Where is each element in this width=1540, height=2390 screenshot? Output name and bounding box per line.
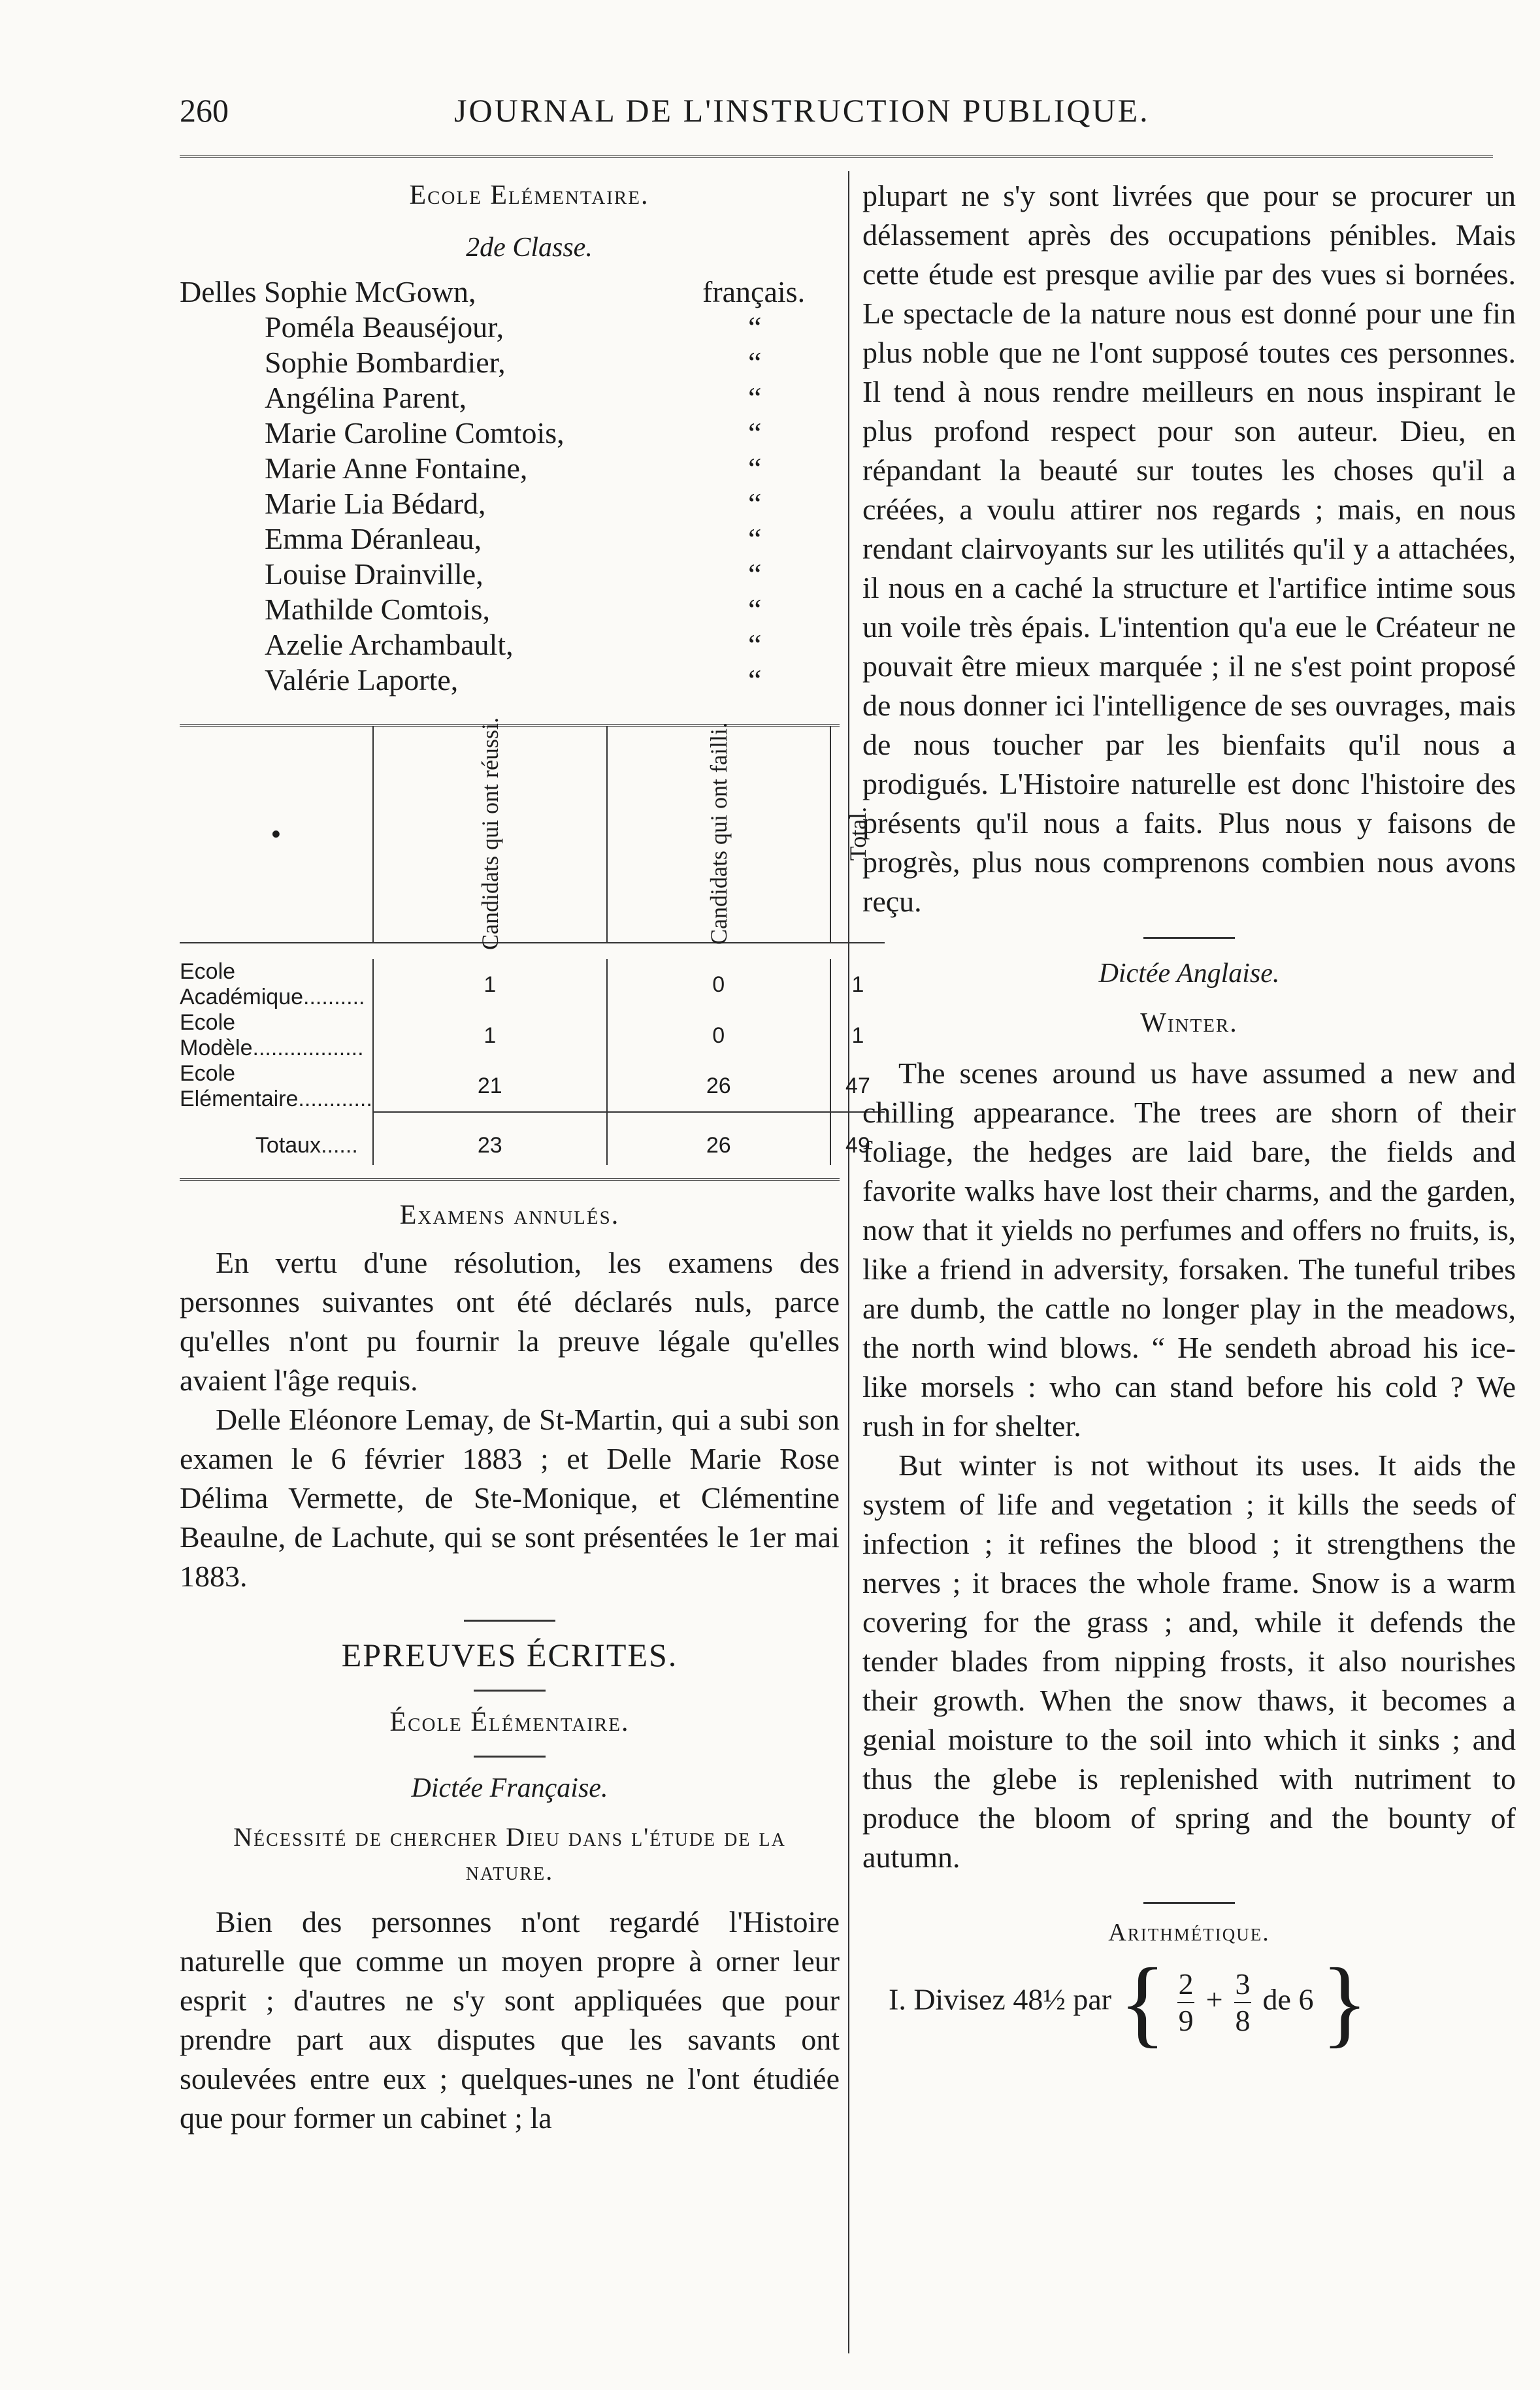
row-value: 26 xyxy=(607,1061,830,1112)
table-header-cell xyxy=(607,723,830,945)
student-row xyxy=(180,345,840,380)
french-dictee-continued: plupart ne s'y sont livrées que pour se procurer un délassement après des occupations pénibles. Mais cette étude est presque avilie par des vues si bornées. Le spectacle de la nature nous est donné pour une fin plus noble que ne l'ont supposé toutes ces personnes. Il tend à nous rendre meilleurs en nous inspirant le plus profond respect pour son auteur. Dieu, en répandant la beauté sur toutes les choses qu'il a créées, a voulu attirer nos regards ; mais, en nous rendant clairvoyants sur les utilités qu'il y a attachées, il nous en a caché la structure et l'artifice intime sous un voile très épais. L'intention qu'a eue le Créateur ne pouvait être mieux marquée ; il ne s'est point proposé de nous donner ici l'intelligence de ses ouvrages, mais de nous toucher par les bienfaits qu'il nous a prodigués. L'Histoire naturelle est donc l'histoire des présents qu'il nous a faits. Plus nous y faisons de progrès, plus nous comprenons combien nous avons reçu. xyxy=(862,179,1516,918)
fraction-numerator: 2 xyxy=(1178,1967,1194,2001)
student-row xyxy=(180,380,840,416)
table-total-row xyxy=(180,1126,885,1165)
table-rule-row xyxy=(180,943,885,959)
annulled-paragraph-2: Delle Eléonore Lemay, de St-Martin, qui a subi son examen le 6 février 1883 ; et Delle Marie Rose Délima Vermette, de Ste-Monique, et Clémentine Beaulne, de Lachute, qui se sont présentées le 1er mai 1883. xyxy=(180,1403,840,1593)
student-row xyxy=(180,557,840,592)
row-label: Ecole Académique.......... xyxy=(180,959,365,1009)
table-header-row xyxy=(180,727,885,943)
plus-sign: + xyxy=(1205,1982,1223,2016)
dictee-text: Bien des personnes n'ont regardé l'Histoire naturelle que comme un moyen propre à orner leur esprit ; d'autres ne s'y sont appliquées que pour prendre part aux disputes que les savants ont soulevées entre eux ; quelques-unes ne l'ont étudiée que pour former un cabinet ; la xyxy=(180,1905,840,2135)
column-divider xyxy=(848,171,849,2353)
header-failed: Candidats qui ont failli. xyxy=(705,723,732,945)
student-language: “ xyxy=(748,451,762,485)
fraction-denominator: 9 xyxy=(1178,2004,1194,2037)
problem-suffix: de 6 xyxy=(1262,1982,1314,2016)
row-value: 21 xyxy=(373,1061,607,1112)
fraction xyxy=(1234,1969,1251,2036)
student-row xyxy=(180,592,840,627)
dictee-heading: Dictée Française. xyxy=(411,1773,608,1803)
student-language: “ xyxy=(748,593,762,626)
section-rule xyxy=(474,1756,546,1758)
fraction xyxy=(1177,1969,1194,2036)
student-name: Marie Lia Bédard, xyxy=(265,487,486,520)
left-brace: { xyxy=(1119,1948,1166,2057)
student-row xyxy=(180,310,840,345)
student-row xyxy=(180,627,840,663)
total-value: 49 xyxy=(830,1126,885,1165)
arithmetic-problem xyxy=(889,1948,1516,2057)
arithmetic-heading: Arithmétique. xyxy=(1108,1919,1270,1946)
row-label: Ecole Modèle.................. xyxy=(180,1010,364,1060)
table-rule-row xyxy=(180,1112,885,1126)
student-name: Marie Caroline Comtois, xyxy=(265,416,565,450)
section-rule xyxy=(1143,937,1235,939)
row-value: 0 xyxy=(607,959,830,1010)
table-row xyxy=(180,959,885,1010)
section-rule xyxy=(474,1690,546,1692)
student-language: “ xyxy=(748,557,762,591)
student-language: français. xyxy=(702,275,806,308)
row-value: 0 xyxy=(607,1010,830,1061)
student-name: Azelie Archambault, xyxy=(265,628,514,661)
right-column xyxy=(862,176,1516,2057)
student-list xyxy=(180,274,840,698)
total-value: 23 xyxy=(373,1126,607,1165)
annulled-paragraph-1: En vertu d'une résolution, les examens des personnes suivantes ont été déclarés nuls, parce qu'elles n'ont pu fournir la preuve légale qu'elles avaient l'âge requis. xyxy=(180,1246,840,1397)
header-total: Total. xyxy=(844,806,871,861)
row-value: 47 xyxy=(830,1061,885,1112)
right-brace: } xyxy=(1320,1948,1368,2057)
header-rule xyxy=(180,156,1493,158)
table-row xyxy=(180,1061,885,1112)
section-rule xyxy=(464,1620,555,1622)
student-language: “ xyxy=(748,310,762,344)
school-heading: Ecole Elémentaire. xyxy=(409,180,649,210)
school-heading-2: École Élémentaire. xyxy=(389,1707,630,1737)
section-rule xyxy=(1143,1902,1235,1904)
row-value: 1 xyxy=(373,959,607,1010)
student-name: Mathilde Comtois, xyxy=(265,593,490,626)
student-language: “ xyxy=(748,381,762,414)
student-row xyxy=(180,521,840,557)
student-row xyxy=(180,451,840,486)
total-label: Totaux...... xyxy=(255,1132,358,1158)
student-name: Sophie Bombardier, xyxy=(265,346,506,379)
row-label: Ecole Elémentaire............ xyxy=(180,1061,372,1111)
table-bottom-rule xyxy=(180,1178,840,1181)
annulled-heading: Examens annulés. xyxy=(399,1200,620,1230)
student-name: Marie Anne Fontaine, xyxy=(265,451,528,485)
student-row xyxy=(180,416,840,451)
student-name: Poméla Beauséjour, xyxy=(265,310,504,344)
english-paragraph-2: But winter is not without its uses. It aids the system of life and vegetation ; it kills the seeds of infection ; it refines the blood ; it strengthens the nerves ; it braces the whole frame. Snow is a warm covering for the grass ; and, while it defends the tender blades from nipping frosts, it also nourishes their growth. When the snow thaws, it becomes a genial moisture to the soil into which it sinks ; and thus the glebe is replenished with nutriment to produce the bloom of spring and the bounty of autumn. xyxy=(862,1449,1516,1874)
student-row xyxy=(180,663,840,698)
table-corner: • xyxy=(271,819,281,849)
row-value: 1 xyxy=(830,1010,885,1061)
student-language: “ xyxy=(748,416,762,450)
dictee-title: Nécessité de chercher Dieu dans l'étude de la nature. xyxy=(233,1822,786,1886)
student-language: “ xyxy=(748,522,762,555)
english-dictee-heading: Dictée Anglaise. xyxy=(1098,958,1280,989)
student-language: “ xyxy=(748,487,762,520)
fraction-denominator: 8 xyxy=(1235,2004,1251,2037)
epreuves-heading: EPREUVES ÉCRITES. xyxy=(341,1637,678,1673)
student-language: “ xyxy=(748,663,762,696)
student-language: “ xyxy=(748,346,762,379)
table-row xyxy=(180,1010,885,1061)
page-header xyxy=(180,91,1493,137)
page-number: 260 xyxy=(180,92,229,129)
row-value: 1 xyxy=(830,959,885,1010)
english-paragraph-1: The scenes around us have assumed a new and chilling appearance. The trees are shorn of their foliage, the hedges are laid bare, the fields and favorite walks have lost their charms, and the garden, now that it yields no perfumes and offers no fruits, is, like a friend in adversity, forsaken. The tuneful tribes are dumb, the cattle no longer play in the meadows, the north wind blows. “ He sendeth abroad his ice-like morsels : who can stand before his cold ? We rush in for shelter. xyxy=(862,1056,1516,1443)
fraction-numerator: 3 xyxy=(1235,1967,1251,2001)
left-column xyxy=(180,176,871,2138)
header-passed: Candidats qui ont réussi. xyxy=(476,717,503,950)
student-name: Louise Drainville, xyxy=(265,557,483,591)
results-table xyxy=(180,717,885,1165)
journal-title: JOURNAL DE L'INSTRUCTION PUBLIQUE. xyxy=(454,92,1150,129)
english-dictee-title: Winter. xyxy=(1140,1008,1238,1038)
student-row xyxy=(180,274,840,310)
student-language: “ xyxy=(748,628,762,661)
problem-prefix: I. Divisez 48½ par xyxy=(889,1982,1112,2016)
total-value: 26 xyxy=(607,1126,830,1165)
student-name: Emma Déranleau, xyxy=(265,522,482,555)
student-row xyxy=(180,486,840,521)
student-name: Delles Sophie McGown, xyxy=(180,275,476,308)
student-name: Angélina Parent, xyxy=(265,381,467,414)
table-header-cell xyxy=(373,717,607,950)
student-name: Valérie Laporte, xyxy=(265,663,459,696)
class-heading: 2de Classe. xyxy=(466,233,593,263)
row-value: 1 xyxy=(373,1010,607,1061)
